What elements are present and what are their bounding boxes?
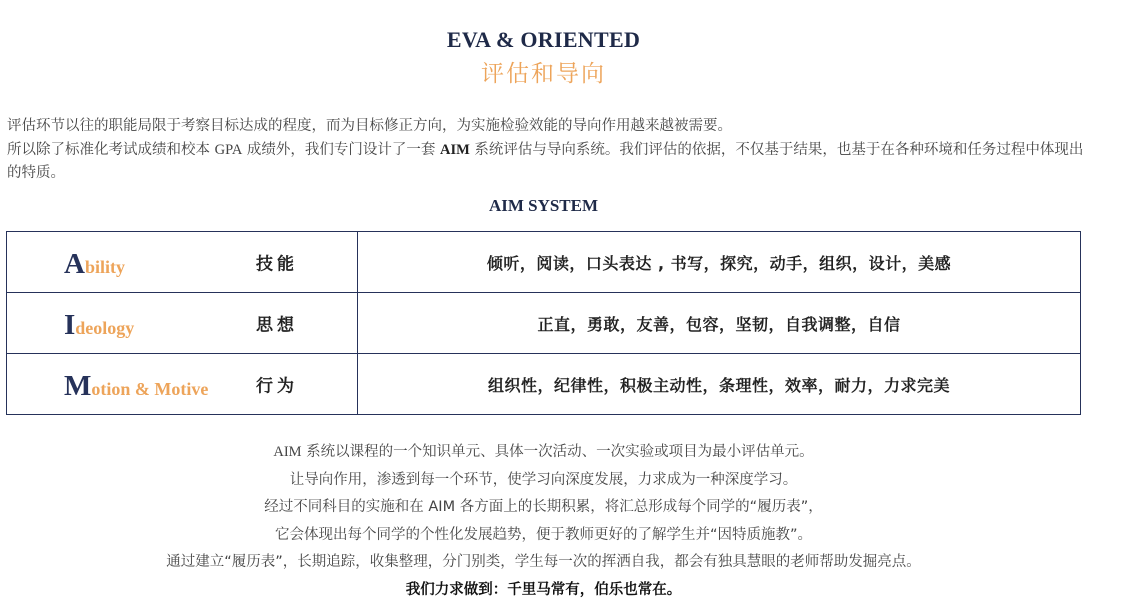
- term-cell: [7, 354, 358, 415]
- closing-final-line: 我们力求做到：千里马常有，伯乐也常在。: [405, 581, 682, 598]
- gpa-term: GPA: [214, 141, 243, 158]
- term-rest: deology: [75, 318, 135, 339]
- term-initial: A: [64, 248, 85, 281]
- closing-line-2: 让导向作用，渗透到每一个环节，使学习向深度发展，力求成为一种深度学习。: [289, 471, 798, 488]
- aim-system-title: AIM SYSTEM: [488, 196, 599, 215]
- closing-line-4: 它会体现出每个同学的个性化发展趋势，便于教师更好的了解学生并“因特质施教”。: [274, 526, 813, 543]
- intro-text: 成绩外，我们专门设计了一套: [242, 141, 441, 158]
- table-row-ideology: [7, 293, 1081, 354]
- desc-ability: 倾听，阅读，口头表达 , 书写，探究，动手，组织，设计，美感: [358, 232, 1081, 293]
- closing-line-3: 经过不同科目的实施和在 AIM 各方面上的长期积累，将汇总形成每个同学的“履历表”，: [264, 499, 823, 516]
- aim-term: AIM: [273, 444, 302, 460]
- cn-label-ability: 技能: [256, 254, 298, 275]
- cn-label-motion: 行为: [256, 376, 298, 397]
- desc-ideology: 正直，勇敢，友善，包容，坚韧，自我调整，自信: [358, 293, 1081, 354]
- aim-table: [6, 231, 1081, 415]
- intro-paragraph: [7, 115, 1092, 186]
- term-initial: M: [64, 370, 92, 403]
- intro-line-2: [7, 139, 1092, 186]
- desc-motion: 组织性，纪律性，积极主动性，条理性，效率，耐力，力求完美: [358, 354, 1081, 415]
- closing-line-1: [0, 439, 1087, 467]
- closing-text: 系统以课程的一个知识单元、具体一次活动、一次实验或项目为最小评估单元。: [301, 444, 814, 460]
- term-rest: otion & Motive: [91, 379, 209, 400]
- term-motion: [64, 370, 208, 403]
- intro-line-1: 评估环节以往的职能局限于考察目标达成的程度，而为目标修正方向，为实施检验效能的导向作用越来越被需要。: [7, 118, 732, 134]
- table-row-ability: [7, 232, 1081, 293]
- intro-text: 所以除了标准化考试成绩和校本: [7, 141, 215, 158]
- term-cell: [7, 293, 358, 354]
- term-ability: [64, 248, 125, 281]
- term-initial: I: [64, 309, 76, 342]
- table-row-motion: [7, 354, 1081, 415]
- term-cell: [7, 232, 358, 293]
- intro-text: 系统评估与导向系统。我们评估的依据，不仅基于结果，也基于在各种环境和任务过程中体现出的特质。: [7, 141, 1084, 181]
- cn-label-ideology: 思想: [256, 315, 298, 336]
- term-rest: bility: [84, 257, 125, 278]
- closing-paragraph: [0, 439, 1087, 605]
- title-english: EVA & ORIENTED: [446, 27, 641, 52]
- closing-line-5: 通过建立“履历表”，长期追踪，收集整理，分门别类，学生每一次的挥洒自我，都会有独具慧眼的老师帮助发掘亮点。: [166, 554, 921, 571]
- title-chinese: 评估和导向: [481, 61, 606, 87]
- aim-term: AIM: [440, 141, 470, 158]
- term-ideology: [64, 309, 134, 342]
